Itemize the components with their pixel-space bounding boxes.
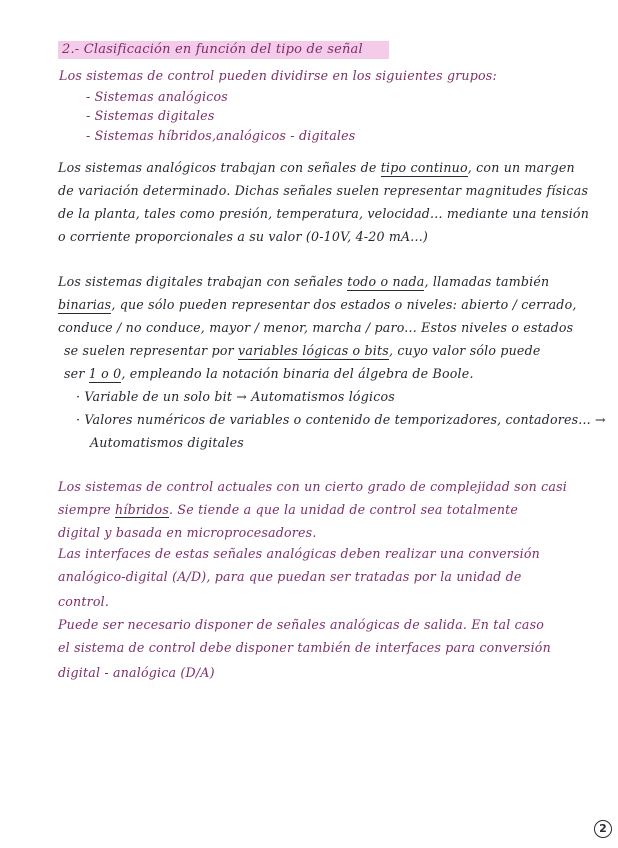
digital-underlined-term: binarias [58,297,112,312]
digital-text: , llamadas también [424,274,550,289]
digital-paragraph-line-2 [58,297,577,313]
current-paragraph-line-7: Puede ser necesario disponer de señales analógicas de salida. En tal caso [58,617,545,632]
digital-paragraph-line-5 [64,366,474,382]
current-text: siempre [58,502,116,517]
digital-bullet-2-continuation: Automatismos digitales [90,435,244,450]
digital-text: ser [64,366,89,381]
page-number-badge: 2 [594,820,612,838]
analog-text: , con un margen [467,160,575,175]
digital-text: Los sistemas digitales trabajan con señales [58,274,348,289]
digital-underlined-term: todo o nada [347,274,425,289]
analog-paragraph-line-3: de la planta, tales como presión, temperatura, velocidad... mediante una tensión [58,206,590,221]
group-item-analog: - Sistemas analógicos [86,89,228,104]
digital-bullet-1: · Variable de un solo bit → Automatismos lógicos [76,389,395,404]
digital-text: , empleando la notación binaria del álgebra de Boole. [121,366,474,381]
current-paragraph-line-8: el sistema de control debe disponer también de interfaces para conversión [58,640,551,655]
section-heading: 2.- Clasificación en función del tipo de señal [58,41,389,59]
group-item-digital: - Sistemas digitales [86,108,215,123]
current-paragraph-line-3: digital y basada en microprocesadores. [58,525,317,540]
digital-text: se suelen representar por [64,343,239,358]
analog-text: Los sistemas analógicos trabajan con señales de [58,160,381,175]
current-paragraph-line-5: analógico-digital (A/D), para que puedan ser tratadas por la unidad de [58,569,522,584]
group-item-hybrid: - Sistemas híbridos,analógicos - digitales [86,128,356,143]
current-underlined-term: híbridos [115,502,169,517]
digital-text: , cuyo valor sólo puede [388,343,541,358]
intro-line: Los sistemas de control pueden dividirse en los siguientes grupos: [59,68,497,83]
analog-underlined-term: tipo continuo [380,160,468,175]
current-paragraph-line-1: Los sistemas de control actuales con un cierto grado de complejidad son casi [58,479,567,494]
current-text: . Se tiende a que la unidad de control sea totalmente [169,502,519,517]
digital-underlined-term: variables lógicas o bits [238,343,389,358]
digital-paragraph-line-3: conduce / no conduce, mayor / menor, marcha / paro... Estos niveles o estados [58,320,574,335]
current-paragraph-line-6: control. [58,594,110,609]
digital-underlined-term: 1 o 0 [88,366,122,381]
analog-paragraph-line-1 [58,160,575,176]
analog-paragraph-line-4: o corriente proporcionales a su valor (0-10V, 4-20 mA...) [58,229,429,244]
current-paragraph-line-4: Las interfaces de estas señales analógicas deben realizar una conversión [58,546,540,561]
digital-paragraph-line-1 [58,274,549,290]
digital-text: , que sólo pueden representar dos estados o niveles: abierto / cerrado, [111,297,577,312]
current-paragraph-line-2 [58,502,518,518]
digital-bullet-2: · Valores numéricos de variables o contenido de temporizadores, contadores... → [76,412,606,427]
current-paragraph-line-9: digital - analógica (D/A) [58,665,215,680]
analog-paragraph-line-2: de variación determinado. Dichas señales suelen representar magnitudes físicas [58,183,589,198]
digital-paragraph-line-4 [64,343,541,359]
